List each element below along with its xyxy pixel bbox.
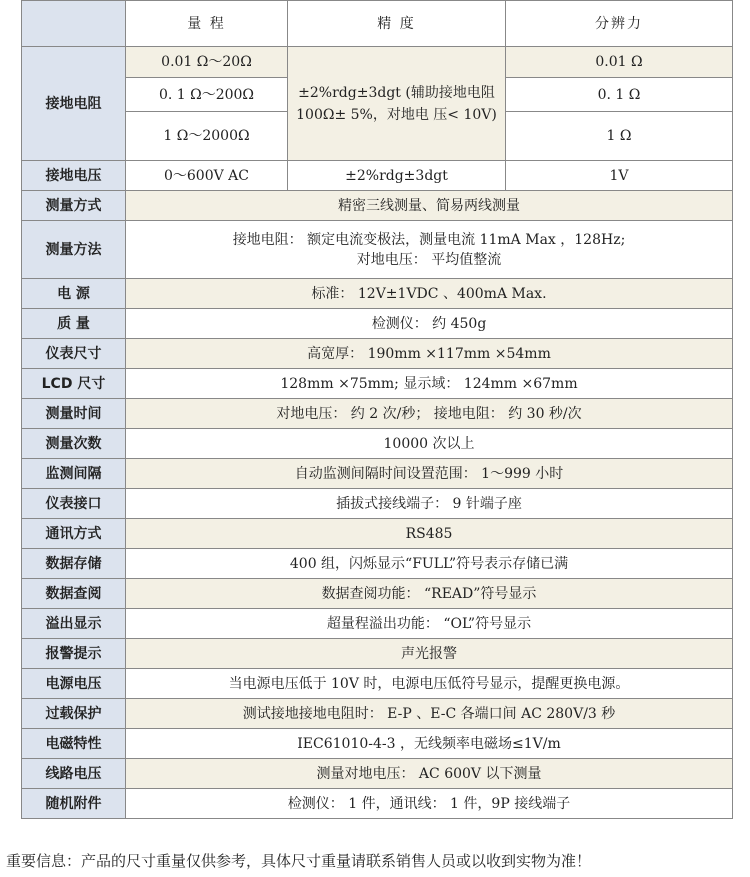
- ground-resistance-row-1: [22, 47, 733, 78]
- spec-row: [22, 279, 733, 309]
- spec-table: [21, 0, 733, 819]
- spec-row: [22, 489, 733, 519]
- spec-row-label: 电源电压: [22, 669, 126, 699]
- spec-row-value: 400 组，闪烁显示“FULL”符号表示存储已满: [126, 549, 733, 579]
- spec-row-label: 质 量: [22, 309, 126, 339]
- spec-row-label: 通讯方式: [22, 519, 126, 549]
- corner-cell: [22, 1, 126, 47]
- gr-resolution-1: 0.01 Ω: [506, 47, 733, 78]
- spec-row: [22, 399, 733, 429]
- spec-row: [22, 309, 733, 339]
- spec-row-label: 测量方法: [22, 221, 126, 279]
- gv-resolution: 1V: [506, 161, 733, 191]
- spec-row-value: 接地电阻： 额定电流变极法，测量电流 11mA Max ，128Hz; 对地电压： 平均值整流: [126, 221, 733, 279]
- spec-row-label: 线路电压: [22, 759, 126, 789]
- spec-row-label: 电磁特性: [22, 729, 126, 759]
- header-accuracy: 精 度: [288, 1, 506, 47]
- spec-row-value: 数据查阅功能： “READ”符号显示: [126, 579, 733, 609]
- spec-row-label: 测量时间: [22, 399, 126, 429]
- spec-row: [22, 429, 733, 459]
- spec-row: [22, 759, 733, 789]
- spec-row-value: RS485: [126, 519, 733, 549]
- gr-resolution-2: 0. 1 Ω: [506, 78, 733, 112]
- spec-row: [22, 339, 733, 369]
- gr-range-3: 1 Ω～2000Ω: [126, 112, 288, 161]
- spec-row: [22, 191, 733, 221]
- spec-row-value: IEC61010-4-3 ，无线频率电磁场≤1V/m: [126, 729, 733, 759]
- footer-note: 重要信息：产品的尺寸重量仅供参考，具体尺寸重量请联系销售人员或以收到实物为准！: [6, 852, 592, 870]
- spec-row-label: 数据存储: [22, 549, 126, 579]
- spec-row-value: 10000 次以上: [126, 429, 733, 459]
- spec-row: [22, 699, 733, 729]
- spec-row-value: 测试接地接地电阻时： E-P 、E-C 各端口间 AC 280V/3 秒: [126, 699, 733, 729]
- spec-row: [22, 459, 733, 489]
- spec-row-value: 插拔式接线端子： 9 针端子座: [126, 489, 733, 519]
- gr-resolution-3: 1 Ω: [506, 112, 733, 161]
- ground-resistance-label: 接地电阻: [22, 47, 126, 161]
- spec-row: [22, 221, 733, 279]
- spec-row-value: 高宽厚： 190mm ×117mm ×54mm: [126, 339, 733, 369]
- spec-row: [22, 579, 733, 609]
- header-row: [22, 1, 733, 47]
- spec-row-value: 检测仪： 约 450g: [126, 309, 733, 339]
- spec-row-label: 溢出显示: [22, 609, 126, 639]
- spec-row-label: 测量方式: [22, 191, 126, 221]
- spec-row-value: 对地电压： 约 2 次/秒； 接地电阻： 约 30 秒/次: [126, 399, 733, 429]
- spec-row-label: 仪表接口: [22, 489, 126, 519]
- spec-row-value: 标准： 12V±1VDC 、400mA Max.: [126, 279, 733, 309]
- spec-row-value: 128mm ×75mm; 显示域： 124mm ×67mm: [126, 369, 733, 399]
- ground-voltage-row: [22, 161, 733, 191]
- gr-accuracy: ±2%rdg±3dgt (辅助接地电阻 100Ω± 5%，对地电 压< 10V): [288, 47, 506, 161]
- spec-row-label: 测量次数: [22, 429, 126, 459]
- header-range: 量 程: [126, 1, 288, 47]
- spec-row-label: 仪表尺寸: [22, 339, 126, 369]
- spec-row-label: 过载保护: [22, 699, 126, 729]
- spec-row-label: 随机附件: [22, 789, 126, 819]
- spec-row-value: 超量程溢出功能： “OL”符号显示: [126, 609, 733, 639]
- spec-row-value: 精密三线测量、简易两线测量: [126, 191, 733, 221]
- spec-row: [22, 369, 733, 399]
- header-resolution: 分辨力: [506, 1, 733, 47]
- gv-accuracy: ±2%rdg±3dgt: [288, 161, 506, 191]
- spec-row: [22, 609, 733, 639]
- gr-range-2: 0. 1 Ω～200Ω: [126, 78, 288, 112]
- ground-voltage-label: 接地电压: [22, 161, 126, 191]
- spec-row-label: 监测间隔: [22, 459, 126, 489]
- spec-row: [22, 549, 733, 579]
- spec-row-value: 检测仪： 1 件，通讯线： 1 件，9P 接线端子: [126, 789, 733, 819]
- gr-range-1: 0.01 Ω～20Ω: [126, 47, 288, 78]
- spec-row: [22, 519, 733, 549]
- gv-range: 0～600V AC: [126, 161, 288, 191]
- spec-row-value: 自动监测间隔时间设置范围： 1～999 小时: [126, 459, 733, 489]
- spec-row: [22, 729, 733, 759]
- spec-row-label: 电 源: [22, 279, 126, 309]
- spec-row-label: 数据查阅: [22, 579, 126, 609]
- spec-row: [22, 789, 733, 819]
- spec-row-label: 报警提示: [22, 639, 126, 669]
- spec-row: [22, 669, 733, 699]
- spec-row-value: 声光报警: [126, 639, 733, 669]
- spec-row: [22, 639, 733, 669]
- spec-row-value: 测量对地电压： AC 600V 以下测量: [126, 759, 733, 789]
- spec-row-value: 当电源电压低于 10V 时，电源电压低符号显示，提醒更换电源。: [126, 669, 733, 699]
- spec-row-label: LCD 尺寸: [22, 369, 126, 399]
